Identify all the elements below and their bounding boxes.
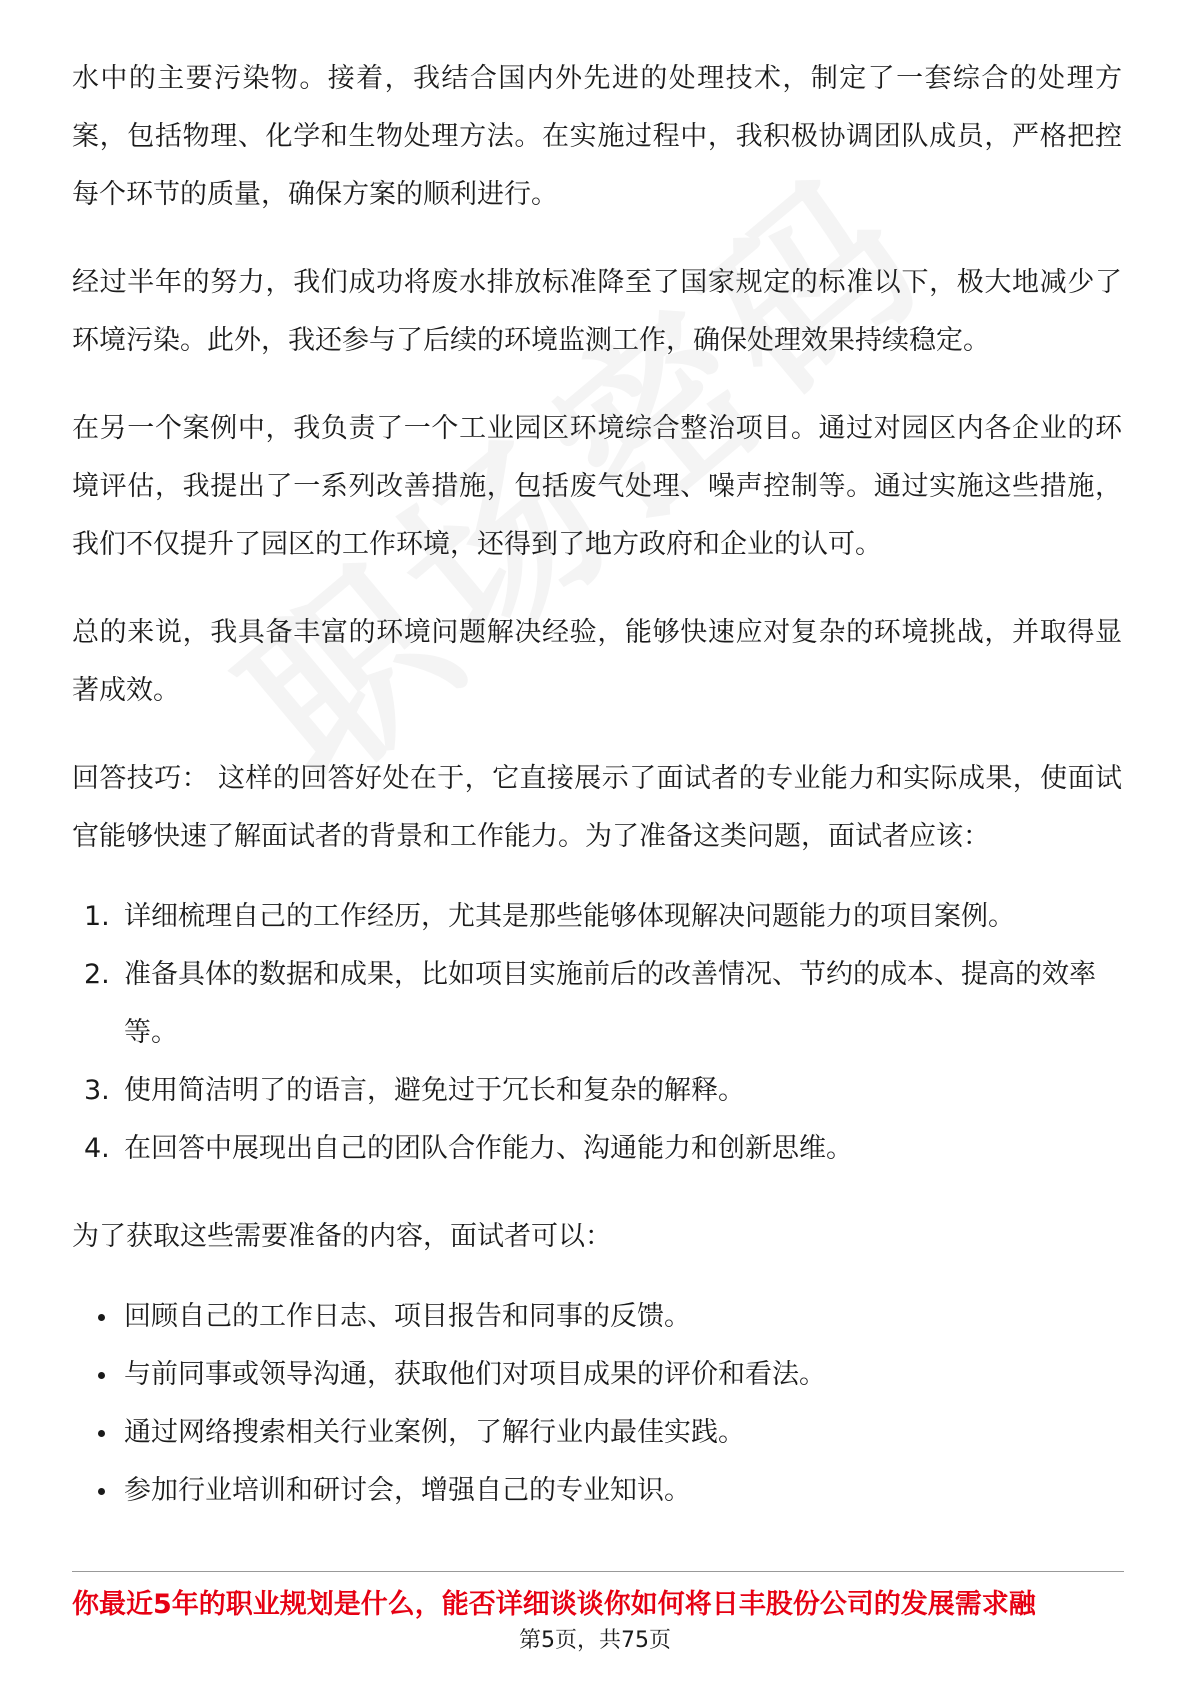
list-item (72, 946, 1122, 1062)
list-number: 1. (84, 901, 110, 932)
list-item-text: 回顾自己的工作日志、项目报告和同事的反馈。 (124, 1301, 691, 1332)
page-number: 第5页，共75页 (519, 1628, 671, 1653)
list-item (72, 1404, 1122, 1462)
preparation-steps-list (72, 888, 1122, 1178)
bullet-icon (98, 1488, 105, 1495)
list-item (72, 1346, 1122, 1404)
footer-question-title: 你最近5年的职业规划是什么，能否详细谈谈你如何将日丰股份公司的发展需求融 (72, 1589, 1036, 1620)
paragraph-industrial-park-case: 在另一个案例中，我负责了一个工业园区环境综合整治项目。通过对园区内各企业的环境评估，我提出了一系列改善措施，包括废气处理、噪声控制等。通过实施这些措施，我们不仅提升了园区的工作环境，还得到了地方政府和企业的认可。 (72, 413, 1122, 560)
list-item-text: 在回答中展现出自己的团队合作能力、沟通能力和创新思维。 (124, 1133, 853, 1164)
paragraph-results: 经过半年的努力，我们成功将废水排放标准降至了国家规定的标准以下，极大地减少了环境污染。此外，我还参与了后续的环境监测工作，确保处理效果持续稳定。 (72, 267, 1122, 356)
list-item (72, 888, 1122, 946)
list-number: 2. (84, 959, 110, 990)
resource-bullet-list (72, 1288, 1122, 1520)
list-item-text: 使用简洁明了的语言，避免过于冗长和复杂的解释。 (124, 1075, 745, 1106)
list-number: 3. (84, 1075, 110, 1106)
bullet-icon (98, 1430, 105, 1437)
paragraph-prep-intro: 为了获取这些需要准备的内容，面试者可以： (72, 1221, 612, 1252)
list-item-text: 通过网络搜索相关行业案例，了解行业内最佳实践。 (124, 1417, 745, 1448)
list-item-text: 参加行业培训和研讨会，增强自己的专业知识。 (124, 1475, 691, 1506)
list-item-text: 详细梳理自己的工作经历，尤其是那些能够体现解决问题能力的项目案例。 (124, 901, 1015, 932)
list-item (72, 1288, 1122, 1346)
paragraph-treatment-plan: 水中的主要污染物。接着，我结合国内外先进的处理技术，制定了一套综合的处理方案，包括物理、化学和生物处理方法。在实施过程中，我积极协调团队成员，严格把控每个环节的质量，确保方案的顺利进行。 (72, 63, 1122, 210)
list-number: 4. (84, 1133, 110, 1164)
bullet-icon (98, 1314, 105, 1321)
bullet-icon (98, 1372, 105, 1379)
paragraph-answer-tips: 回答技巧： 这样的回答好处在于，它直接展示了面试者的专业能力和实际成果，使面试官能够快速了解面试者的背景和工作能力。为了准备这类问题，面试者应该： (72, 763, 1122, 852)
list-item (72, 1120, 1122, 1178)
list-item-text: 准备具体的数据和成果，比如项目实施前后的改善情况、节约的成本、提高的效率等。 (124, 959, 1096, 1048)
paragraph-summary: 总的来说，我具备丰富的环境问题解决经验，能够快速应对复杂的环境挑战，并取得显著成效。 (72, 617, 1122, 706)
footer-divider (72, 1571, 1124, 1572)
document-body (72, 50, 1122, 1550)
list-item (72, 1462, 1122, 1520)
list-item (72, 1062, 1122, 1120)
list-item-text: 与前同事或领导沟通，获取他们对项目成果的评价和看法。 (124, 1359, 826, 1390)
